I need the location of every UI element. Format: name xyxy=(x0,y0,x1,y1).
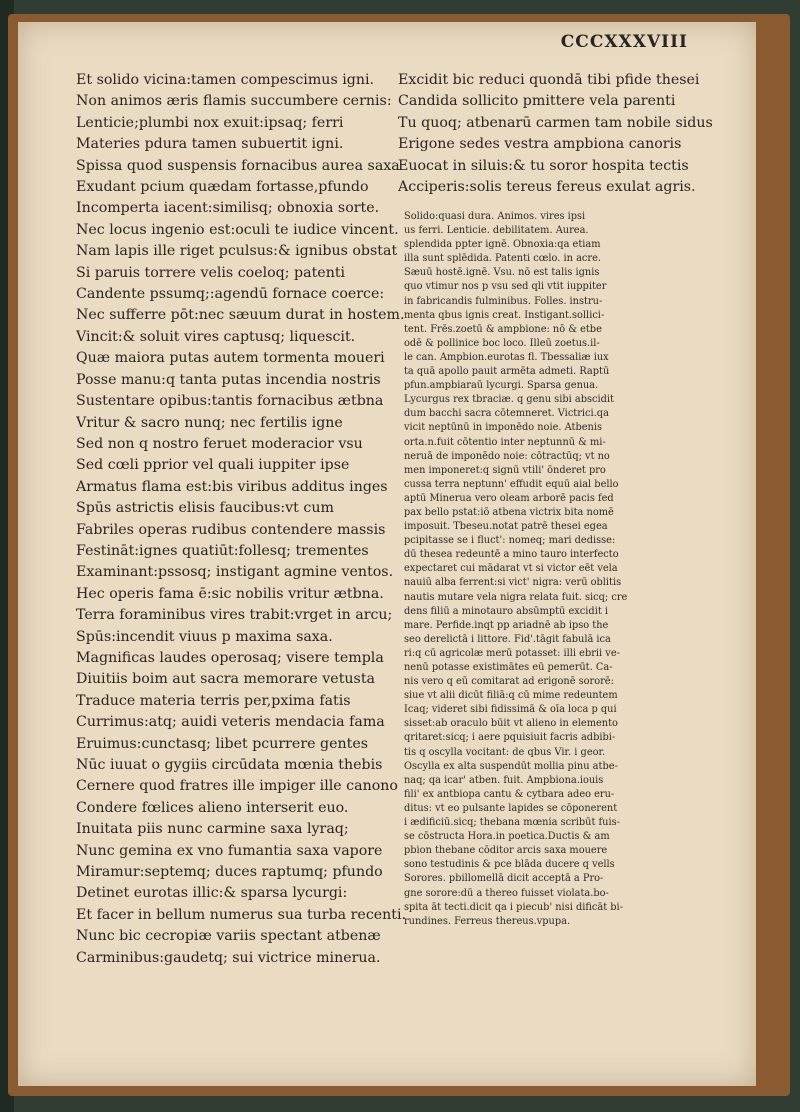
commentary-line: pcipitasse se i fluct': nomeq; mari dedisse: xyxy=(404,535,616,547)
commentary-line: menta qbus ignis creat. Instigant.sollici- xyxy=(404,309,605,321)
commentary-line: gne sorore:dū a thereo fuisset violata.bo- xyxy=(404,887,609,899)
verse-line: Miramur:septemq; duces raptumq; pfundo xyxy=(76,864,383,881)
verse-line: Tu quoq; atbenarū carmen tam nobile sidus xyxy=(398,114,713,131)
commentary-line: rundines. Ferreus thereus.vpupa. xyxy=(404,915,571,927)
verse-line: Excidit bic reduci quondā tibi pfide thesei xyxy=(398,72,700,88)
commentary-line: vicit neptūnū in imponēdo noie. Atbenis xyxy=(404,422,602,434)
verse-line: Festināt:ignes quatiūt:follesq; trementes xyxy=(76,542,369,559)
commentary-line: seo derelictā i littore. Fid'.tāgit fabulā ica xyxy=(404,633,611,645)
verse-line: Vritur & sacro nunq; nec fertilis igne xyxy=(76,414,343,431)
verse-line: Candida sollicito pmittere vela parenti xyxy=(398,93,676,110)
commentary-line: qritaret:sicq; i aere pquisiuit facris adbibi- xyxy=(404,732,616,744)
verse-line: Acciperis:solis tereus fereus exulat agris. xyxy=(398,179,696,196)
commentary-line: Sæuū hostē.ignē. Vsu. nō est talis ignis xyxy=(404,267,600,279)
commentary-line: nenū potasse existimātes eū pemerūt. Ca- xyxy=(404,662,613,673)
commentary-line: dū thesea redeuntē a mino tauro interfecto xyxy=(404,549,619,561)
commentary-line: le can. Ampbion.eurotas fl. Tbessaliæ iux xyxy=(404,351,609,363)
commentary-line: ta quā apollo pauit armēta admeti. Raptū xyxy=(404,366,610,378)
commentary-line: tent. Frēs.zoetū & ampbione: nō & etbe xyxy=(404,323,602,335)
commentary-line: pfun.ampbiaraū lycurgi. Sparsa genua. xyxy=(404,380,599,392)
commentary-line: Lycurgus rex tbraciæ. q genu sibi abscidit xyxy=(404,394,614,406)
commentary-line: illa sunt splēdida. Patenti cœlo. in acre. xyxy=(404,253,601,265)
verse-line: Spūs:incendit viuus p maxima saxa. xyxy=(76,628,333,645)
verse-line: Nec sufferre pōt:nec sæuum durat in hostem. xyxy=(76,307,405,324)
verse-line: Materies pdura tamen subuertit igni. xyxy=(76,136,344,153)
commentary-line: aptū Minerua vero oleam arborē pacis fed xyxy=(404,492,614,504)
commentary-line: se cōstructa Hora.in poetica.Ductis & am xyxy=(404,831,610,843)
commentary-line: fili' ex antbiopa cantu & cytbara adeo eru- xyxy=(404,788,615,800)
verse-line: Sed non q nostro feruet moderacior vsu xyxy=(76,435,363,452)
verse-line: Et facer in bellum numerus sua turba recenti. xyxy=(76,906,406,923)
verse-line: Nūc iuuat o gygiis circūdata mœnia thebis xyxy=(76,757,383,773)
commentary-line: odē & pollinice boc loco. Illeū zoetus.il- xyxy=(404,337,600,349)
commentary-line: ditus: vt eo pulsante lapides se cōponerent xyxy=(404,802,618,814)
verse-line: Si paruis torrere velis coeloq; patenti xyxy=(76,264,346,281)
commentary-line: dum bacchi sacra cōtemneret. Victrici.qa xyxy=(404,408,609,420)
commentary-line: cussa terra neptunn' effudit equū aial bello xyxy=(404,478,619,490)
commentary-column xyxy=(404,210,704,929)
commentary-line: sisset:ab oraculo būit vt alieno in elemento xyxy=(404,718,618,730)
commentary-line: Oscylla ex alta suspendūt mollia pinu atbe- xyxy=(404,760,618,772)
commentary-line: pbion thebane cōditor arcis saxa mouere xyxy=(404,845,608,857)
commentary-line: neruā de imponēdo noie: cōtractūq; vt no xyxy=(404,450,610,462)
commentary-line: pax bello pstat:iō atbena victrix bita nomē xyxy=(404,506,614,518)
verse-line: Exudant pcium quædam fortasse,pfundo xyxy=(76,179,369,196)
commentary-line: imposuit. Tbeseu.notat patrē thesei egea xyxy=(404,521,608,533)
verse-line: Spissa quod suspensis fornacibus aurea saxa xyxy=(76,157,400,174)
commentary-line: Icaq; videret sibi fidissimā & oīa loca p qui xyxy=(404,704,617,716)
verse-line: Condere fœlices alieno interserit euo. xyxy=(76,799,349,816)
verse-line: Et solido vicina:tamen compescimus igni. xyxy=(76,72,375,88)
verse-line: Posse manu:q tanta putas incendia nostris xyxy=(76,371,381,388)
verse-line: Candente pssumq;:agendū fornace coerce: xyxy=(76,286,385,303)
commentary-line: nis vero q eū comitarat ad erigonē sororē: xyxy=(404,676,614,688)
verse-line: Fabriles operas rudibus contendere massis xyxy=(76,521,386,538)
verse-line: Spūs astrictis elisis faucibus:vt cum xyxy=(76,500,334,517)
verse-line: Nam lapis ille riget pculsus:& ignibus obstat xyxy=(76,243,398,260)
commentary-line: mare. Perfide.inqt pp ariadnē ab ipso the xyxy=(404,619,609,631)
commentary-line: i ædificiū.sicq; thebana mœnia scribūt fuis- xyxy=(404,817,620,829)
commentary-line: in fabricandis fulminibus. Folles. instru- xyxy=(404,295,603,307)
verse-line: Nunc gemina ex vno fumantia saxa vapore xyxy=(76,842,383,859)
verse-line: Sustentare opibus:tantis fornacibus ætbna xyxy=(76,393,384,410)
commentary-line: spita āt tecti.dicit qa i piecub' nisi dificāt bi- xyxy=(404,901,623,913)
verse-line: Incomperta iacent:similisq; obnoxia sorte. xyxy=(76,200,380,217)
verse-line: Erigone sedes vestra ampbiona canoris xyxy=(398,136,682,153)
book-page xyxy=(18,22,756,1086)
commentary-line: Solido:quasi dura. Animos. vires ipsi xyxy=(404,211,586,222)
verse-column-right xyxy=(398,70,738,198)
verse-line: Examinant:pssosq; instigant agmine ventos. xyxy=(76,564,394,581)
verse-line: Carminibus:gaudetq; sui victrice minerua. xyxy=(76,949,381,966)
verse-line: Euocat in siluis:& tu soror hospita tectis xyxy=(398,157,689,174)
commentary-line: ri:q cū agricolæ merū potasset: illi ebrii ve- xyxy=(404,647,620,659)
verse-line: Vincit:& soluit vires captusq; liquescit. xyxy=(76,328,356,345)
verse-line: Currimus:atq; auidi veteris mendacia fama xyxy=(76,714,385,731)
commentary-line: us ferri. Lenticie. debilitatem. Aurea. xyxy=(404,225,589,237)
commentary-line: sono testudinis & pce blāda ducere q vells xyxy=(404,859,615,871)
verse-line: Magnificas laudes operosaq; visere templa xyxy=(76,649,384,666)
commentary-line: dens filiū a minotauro absūmptū excidit i xyxy=(404,605,609,617)
verse-line: Nunc bic cecropiæ variis spectant atbenæ xyxy=(76,928,381,945)
commentary-line: nautis mutare vela nigra relata fuit. sicq; cre xyxy=(404,591,628,603)
verse-line: Cernere quod fratres ille impiger ille canono xyxy=(76,778,398,795)
verse-line: Quæ maiora putas autem tormenta moueri xyxy=(76,350,385,367)
verse-line: Sed cœli pprior vel quali iuppiter ipse xyxy=(76,457,350,474)
commentary-line: tis q oscylla vocitant: de qbus Vir. i geor. xyxy=(404,746,606,758)
commentary-line: naq; qa icar' atben. fuit. Ampbiona.iouis xyxy=(404,774,604,786)
verse-line: Nec locus ingenio est:oculi te iudice vincent. xyxy=(76,221,399,238)
verse-line: Armatus flama est:bis viribus additus inges xyxy=(76,478,388,495)
folio-number: CCCXXXVIII xyxy=(560,32,688,52)
commentary-line: expectaret cui mādarat vt si victor eēt vela xyxy=(404,563,618,575)
verse-line: Hec operis fama ē:sic nobilis vritur ætbna. xyxy=(76,585,384,602)
verse-line: Non animos æris flamis succumbere cernis: xyxy=(76,93,392,110)
verse-line: Eruimus:cunctasq; libet pcurrere gentes xyxy=(76,735,369,752)
verse-line: Diuitiis boim aut sacra memorare vetusta xyxy=(76,671,375,688)
verse-line: Lenticie;plumbi nox exuit:ipsaq; ferri xyxy=(76,114,344,131)
commentary-line: siue vt alii dicūt filiā:q cū mime redeuntem xyxy=(404,690,618,702)
commentary-line: Sorores. pbillomellā dicit acceptā a Pro- xyxy=(404,873,604,885)
verse-line: Terra foraminibus vires trabit:vrget in arcu; xyxy=(76,607,393,624)
verse-line: Inuitata piis nunc carmine saxa lyraq; xyxy=(76,821,349,838)
commentary-line: orta.n.fuit cōtentio inter neptunnū & mi- xyxy=(404,436,606,448)
commentary-line: nauiū alba ferrent:si vict' nigra: verū oblitis xyxy=(404,577,622,589)
verse-line: Detinet eurotas illic:& sparsa lycurgi: xyxy=(76,885,348,902)
commentary-line: quo vtimur nos p vsu sed qli vtit iuppiter xyxy=(404,281,607,293)
commentary-line: men imponeret:q signū vtili' ōnderet pro xyxy=(404,464,606,476)
verse-line: Traduce materia terris per,pxima fatis xyxy=(76,692,351,709)
commentary-line: splendida ppter ignē. Obnoxia:qa etiam xyxy=(404,239,601,251)
verse-column-left xyxy=(76,70,406,969)
